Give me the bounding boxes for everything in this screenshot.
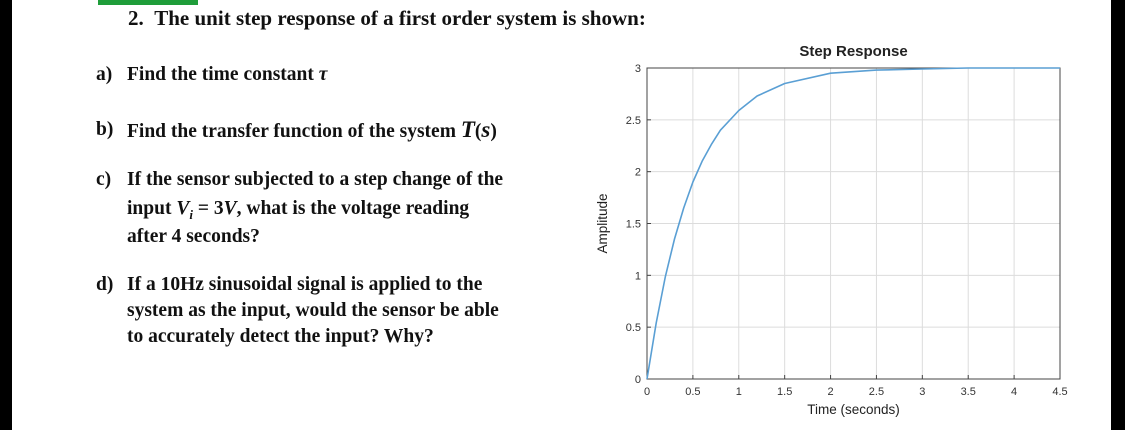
x-tick-label: 3.5 bbox=[960, 386, 976, 398]
y-tick-label: 2.5 bbox=[625, 114, 641, 127]
part-c-line-3: after 4 seconds? bbox=[127, 226, 260, 247]
part-a-label: a) bbox=[96, 64, 113, 85]
part-b-label: b) bbox=[96, 119, 114, 140]
chart-title: Step Response bbox=[799, 43, 908, 60]
x-tick-label: 2.5 bbox=[868, 386, 885, 398]
step-response-chart bbox=[579, 36, 1079, 428]
chart-grid bbox=[647, 68, 1060, 379]
y-tick-label: 0.5 bbox=[625, 322, 641, 335]
part-d-label: d) bbox=[96, 274, 114, 295]
part-a-text: Find the time constant τ bbox=[127, 64, 328, 85]
y-tick-label: 1 bbox=[634, 270, 641, 283]
y-tick-label: 3 bbox=[634, 63, 641, 75]
y-axis-label: Amplitude bbox=[595, 193, 610, 254]
x-axis-ticks bbox=[644, 375, 1068, 398]
part-d-line-2: system as the input, would the sensor be able bbox=[127, 300, 499, 321]
x-tick-label: 1 bbox=[735, 386, 742, 398]
part-d-line-3: to accurately detect the input? Why? bbox=[127, 326, 434, 347]
question-number: 2. bbox=[128, 6, 144, 30]
question-text: The unit step response of a first order system is shown: bbox=[154, 6, 646, 30]
x-tick-label: 4.5 bbox=[1052, 386, 1068, 398]
x-tick-label: 4 bbox=[1011, 386, 1018, 398]
x-axis-label: Time (seconds) bbox=[807, 402, 900, 417]
header-tab-mark bbox=[98, 0, 198, 5]
part-c-label: c) bbox=[96, 169, 112, 190]
worksheet-page bbox=[12, 0, 1111, 430]
part-d-line-1: If a 10Hz sinusoidal signal is applied to the bbox=[127, 274, 483, 295]
y-tick-label: 1.5 bbox=[625, 218, 641, 231]
part-b-text: Find the transfer function of the system T(s) bbox=[127, 117, 497, 142]
x-tick-label: 2 bbox=[827, 386, 834, 398]
y-tick-label: 2 bbox=[634, 166, 641, 179]
y-tick-label: 0 bbox=[634, 374, 641, 386]
x-tick-label: 3 bbox=[919, 386, 926, 398]
x-tick-label: 1.5 bbox=[777, 386, 793, 398]
part-c-line-2: input $V_i = 3V$, what is the voltage reading bbox=[127, 198, 470, 222]
x-tick-label: 0 bbox=[643, 386, 651, 398]
question-title bbox=[128, 6, 646, 31]
part-c-line-1: If the sensor subjected to a step change of the bbox=[127, 169, 504, 190]
x-tick-label: 0.5 bbox=[685, 386, 701, 398]
